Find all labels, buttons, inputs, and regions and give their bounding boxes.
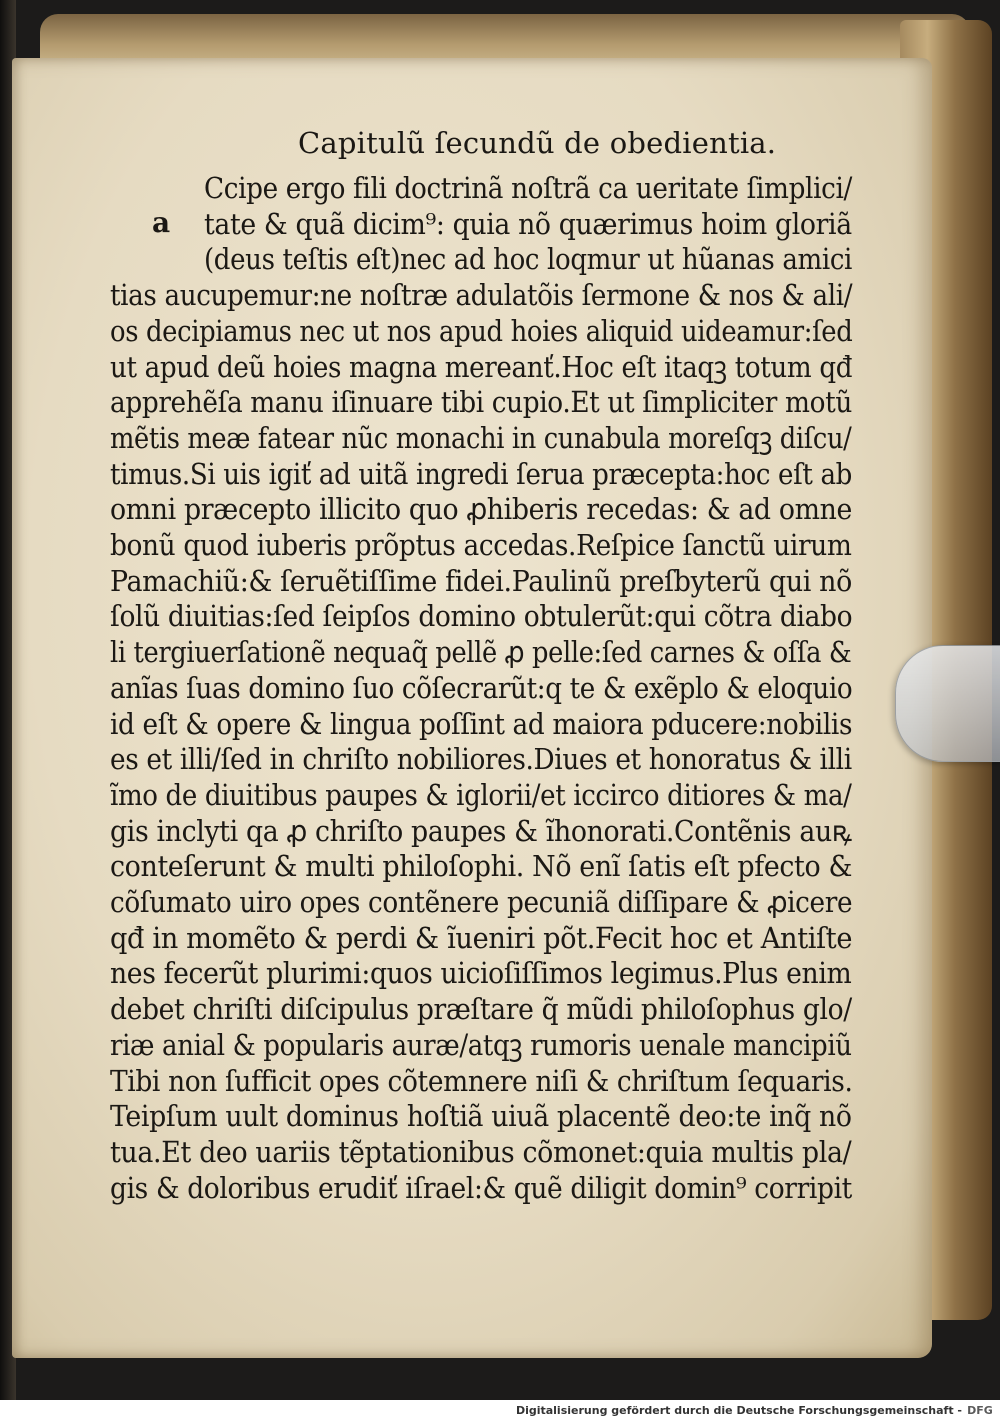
text-line: ſolũ diuitias:ſed ſeipſos domino obtulerũt:qui cõtra diabo	[110, 599, 853, 634]
text-line: omni præcepto illicito quo ꝓhiberis recedas: & ad omne	[110, 492, 852, 527]
text-line: debet chriſti diſcipulus præſtare q̃ mũdi philoſophus glo/	[110, 992, 852, 1027]
text-line: timus.Si uis igiť ad uitã ingredi ſerua præcepta:hoc eſt ab	[110, 456, 852, 491]
chapter-title: Capitulũ ſecundũ de obedientia.	[298, 126, 777, 160]
text-line: os decipiamus nec ut nos apud hoies aliquid uideamur:ſed	[110, 313, 853, 348]
text-line: es et illi/ſed in chriſto nobiliores.Diues et honoratus & illi	[110, 742, 852, 777]
text-line: Teipſum uult dominus hoſtiã uiuã placentẽ deo:te inq̃ nõ	[110, 1099, 852, 1134]
text-line: mẽtis meæ fatear nũc monachi in cunabula moreſqꝫ diſcu/	[110, 420, 852, 455]
text-line: tua.Et deo uariis tẽptationibus cõmonet:quia multis pla/	[110, 1134, 852, 1169]
text-line: gis & doloribus erudiť iſrael:& quẽ diligit domin⁹ corripit	[110, 1170, 852, 1205]
page-clip	[895, 645, 1000, 762]
text-line: apprehẽſa manu iſinuare tibi cupio.Et ut ſimpliciter motũ	[110, 385, 852, 420]
footer-credit: Digitalisierung gefördert durch die Deutsche Forschungsgemeinschaft -	[515, 1404, 962, 1417]
text-line: li tergiuerſationẽ nequaq̃ pellẽ ꝓ pelle:ſed carnes & oſſa &	[110, 635, 852, 670]
text-line: nes fecerũt plurimi:quos uicioſiſſimos legimus.Plus enim	[110, 956, 852, 991]
text-line: anĩas ſuas domino ſuo cõſecrarũt:q te & exẽplo & eloquio	[110, 670, 853, 705]
text-line: id eſt & opere & lingua poſſint ad maiora pducere:nobilis	[110, 706, 853, 741]
text-line: gis inclyti qa ꝓ chriſto paupes & ĩhonorati.Contẽnis auꝶ	[110, 813, 852, 848]
text-line: Ccipe ergo fili doctrinã noſtrã ca ueritate ſimplici/	[204, 171, 853, 205]
text-line: qđ in momẽto & perdi & ĩueniri põt.Fecit hoc et Antiſte	[110, 920, 853, 955]
initial-letter: a	[152, 206, 171, 239]
dfg-logo: DFG	[967, 1403, 993, 1417]
text-line: ĩmo de diuitibus paupes & iglorii/et iccirco ditiores & ma/	[110, 777, 852, 812]
text-line: tias aucupemur:ne noſtræ adulatõis ſermone & nos & ali/	[110, 278, 853, 313]
text-line: tate & quã dicim⁹: quia nõ quærimus hoim gloriã	[204, 206, 852, 241]
text-line: Pamachiũ:& ſeruẽtiſſime fidei.Paulinũ preſbyterũ qui nõ	[110, 563, 852, 598]
text-line: cõſumato uiro opes contẽnere pecuniã diſſipare & ꝓicere	[110, 885, 853, 919]
text-line: bonũ quod iuberis prõptus accedas.Reſpice ſanctũ uirum	[110, 528, 852, 562]
text-line: riæ anial & popularis auræ/atqꝫ rumoris uenale mancipiũ	[110, 1027, 852, 1062]
text-line: (deus teſtis eſt)nec ad hoc loqmur ut hũanas amici	[204, 242, 853, 277]
text-line: conteſerunt & multi philoſophi. Nõ enĩ ſatis eſt pfecto &	[110, 849, 853, 884]
text-line: ut apud deũ hoies magna mereanť.Hoc eſt itaqꝫ totum qđ	[110, 349, 853, 384]
text-line: Tibi non ſufficit opes cõtemnere niſi & chriſtum ſequaris.	[110, 1063, 853, 1098]
